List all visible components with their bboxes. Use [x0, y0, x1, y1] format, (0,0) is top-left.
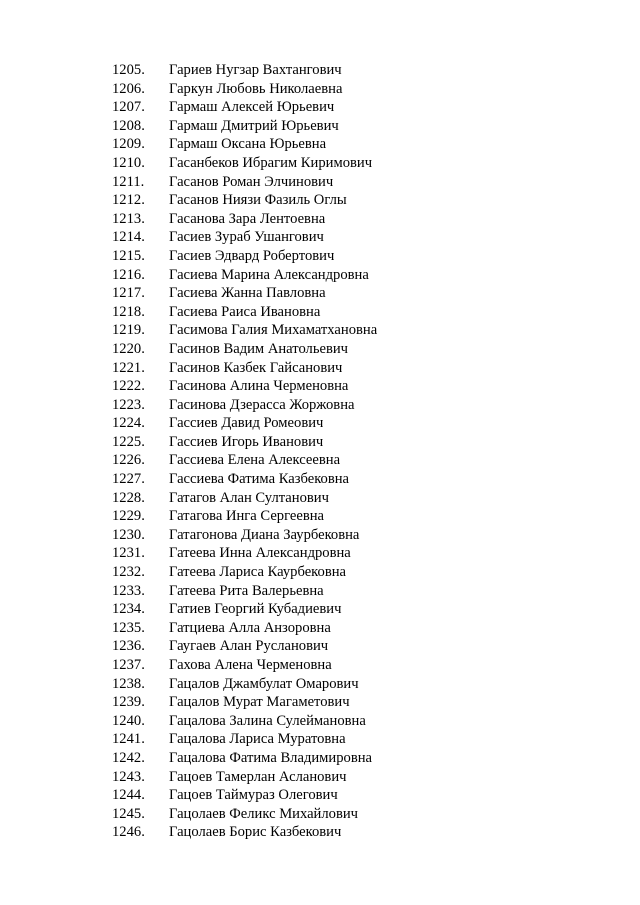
- entry-number: 1216.: [112, 266, 145, 283]
- list-item: [112, 321, 377, 340]
- entry-number: 1241.: [112, 731, 145, 748]
- list-item: [112, 61, 377, 80]
- list-item: [112, 730, 377, 749]
- list-item: [112, 210, 377, 229]
- entry-number: 1229.: [112, 508, 145, 525]
- entry-name: Гассиев Игорь Иванович: [169, 433, 324, 450]
- entry-number: 1207.: [112, 99, 145, 116]
- list-item: [112, 693, 377, 712]
- list-item: [112, 656, 377, 675]
- entry-number: 1208.: [112, 117, 145, 134]
- entry-number: 1226.: [112, 452, 145, 469]
- entry-name: Гасанбеков Ибрагим Киримович: [169, 154, 373, 171]
- entry-number: 1215.: [112, 247, 145, 264]
- entry-number: 1221.: [112, 359, 145, 376]
- list-item: [112, 117, 377, 136]
- list-item: [112, 377, 377, 396]
- list-item: [112, 396, 377, 415]
- entry-name: Гацоев Таймураз Олегович: [169, 787, 338, 804]
- entry-name: Гатеева Лариса Каурбековна: [169, 564, 346, 581]
- list-item: [112, 823, 377, 842]
- entry-name: Гаркун Любовь Николаевна: [169, 80, 343, 97]
- entry-number: 1220.: [112, 340, 145, 357]
- entry-name: Гасимова Галия Михаматхановна: [169, 322, 378, 339]
- entry-number: 1239.: [112, 694, 145, 711]
- entry-name: Гармаш Алексей Юрьевич: [169, 99, 335, 116]
- list-item: [112, 507, 377, 526]
- entry-number: 1217.: [112, 285, 145, 302]
- entry-number: 1218.: [112, 303, 145, 320]
- list-item: [112, 637, 377, 656]
- list-item: [112, 247, 377, 266]
- entry-name: Гатагова Инга Сергеевна: [169, 508, 325, 525]
- list-item: [112, 712, 377, 731]
- list-item: [112, 544, 377, 563]
- entry-name: Гацолаев Борис Казбекович: [169, 824, 342, 841]
- entry-number: 1230.: [112, 526, 145, 543]
- list-item: [112, 228, 377, 247]
- list-item: [112, 340, 377, 359]
- entry-name: Гармаш Дмитрий Юрьевич: [169, 117, 339, 134]
- entry-number: 1233.: [112, 582, 145, 599]
- entry-name: Гасиева Марина Александровна: [169, 266, 369, 283]
- entry-name: Гацалова Фатима Владимировна: [169, 749, 372, 766]
- entry-name: Гассиев Давид Ромеович: [169, 415, 324, 432]
- entry-number: 1228.: [112, 489, 145, 506]
- entry-name: Гацолаев Феликс Михайлович: [169, 805, 358, 822]
- list-item: [112, 414, 377, 433]
- list-item: [112, 451, 377, 470]
- entry-number: 1210.: [112, 154, 145, 171]
- entry-number: 1224.: [112, 415, 145, 432]
- entry-name: Гасанов Ниязи Фазиль Оглы: [169, 192, 347, 209]
- entry-number: 1235.: [112, 619, 145, 636]
- entry-name: Гацалова Лариса Муратовна: [169, 731, 346, 748]
- entry-name: Гасиева Жанна Павловна: [169, 285, 326, 302]
- entry-number: 1212.: [112, 192, 145, 209]
- list-item: [112, 154, 377, 173]
- list-item: [112, 768, 377, 787]
- list-item: [112, 359, 377, 378]
- entry-number: 1227.: [112, 471, 145, 488]
- entry-number: 1242.: [112, 749, 145, 766]
- entry-name: Гариев Нугзар Вахтангович: [169, 62, 342, 78]
- entry-name: Гатеева Рита Валерьевна: [169, 582, 324, 599]
- entry-number: 1225.: [112, 433, 145, 450]
- entry-number: 1214.: [112, 229, 145, 246]
- list-item: [112, 805, 377, 824]
- entry-name: Гасинов Вадим Анатольевич: [169, 340, 349, 357]
- entry-number: 1231.: [112, 545, 145, 562]
- entry-name: Гацалов Мурат Магаметович: [169, 694, 350, 711]
- entry-number: 1244.: [112, 787, 145, 804]
- entry-number: 1211.: [112, 173, 145, 190]
- entry-name: Гасанова Зара Лентоевна: [169, 210, 326, 227]
- entry-number: 1206.: [112, 80, 145, 97]
- entry-number: 1236.: [112, 638, 145, 655]
- list-item: [112, 582, 377, 601]
- entry-number: 1246.: [112, 824, 145, 841]
- entry-name: Гасинова Дзерасса Жоржовна: [169, 396, 355, 413]
- list-item: [112, 489, 377, 508]
- entry-name: Гармаш Оксана Юрьевна: [169, 136, 327, 153]
- list-item: [112, 600, 377, 619]
- entry-name: Гасиева Раиса Ивановна: [169, 303, 321, 320]
- list-item: [112, 266, 377, 285]
- entry-number: 1232.: [112, 564, 145, 581]
- list-item: [112, 98, 377, 117]
- entry-number: 1209.: [112, 136, 145, 153]
- list-item: [112, 749, 377, 768]
- entry-number: 1234.: [112, 601, 145, 618]
- entry-number: 1223.: [112, 396, 145, 413]
- list-item: [112, 563, 377, 582]
- entry-name: Гасанов Роман Элчинович: [169, 173, 334, 190]
- entry-name: Гассиева Фатима Казбековна: [169, 471, 350, 488]
- entry-name: Гатагов Алан Султанович: [169, 489, 329, 506]
- entry-number: 1213.: [112, 210, 145, 227]
- entry-name: Гатиев Георгий Кубадиевич: [169, 601, 342, 618]
- entry-number: 1222.: [112, 378, 145, 395]
- list-item: [112, 526, 377, 545]
- entry-number: 1219.: [112, 322, 145, 339]
- entry-number: 1238.: [112, 675, 145, 692]
- list-item: [112, 191, 377, 210]
- list-item: [112, 303, 377, 322]
- entry-name: Гасиев Зураб Ушангович: [169, 229, 324, 246]
- entry-name: Гассиева Елена Алексеевна: [169, 452, 341, 469]
- entry-name: Гатеева Инна Александровна: [169, 545, 351, 562]
- entry-name: Гасиев Эдвард Робертович: [169, 247, 335, 264]
- entry-number: 1240.: [112, 712, 145, 729]
- entry-name: Гатагонова Диана Заурбековна: [169, 526, 360, 543]
- list-item: [112, 470, 377, 489]
- entry-name: Гацалов Джамбулат Омарович: [169, 675, 359, 692]
- list-item: [112, 135, 377, 154]
- list-item: [112, 619, 377, 638]
- entry-name: Гацоев Тамерлан Асланович: [169, 768, 347, 785]
- entry-number: 1237.: [112, 657, 145, 673]
- entry-name: Гасинова Алина Черменовна: [169, 378, 349, 395]
- entry-name: Гахова Алена Черменовна: [169, 657, 332, 673]
- entry-name: Гацалова Залина Сулеймановна: [169, 712, 366, 729]
- list-item: [112, 786, 377, 805]
- list-item: [112, 284, 377, 303]
- entry-name: Гатциева Алла Анзоровна: [169, 619, 331, 636]
- entry-name: Гаугаев Алан Русланович: [169, 638, 329, 655]
- entry-number: 1243.: [112, 768, 145, 785]
- entry-number: 1245.: [112, 805, 145, 822]
- list-item: [112, 675, 377, 694]
- list-item: [112, 173, 377, 192]
- list-item: [112, 80, 377, 99]
- entry-number: 1205.: [112, 62, 145, 78]
- list-item: [112, 433, 377, 452]
- entry-name: Гасинов Казбек Гайсанович: [169, 359, 343, 376]
- name-list: [112, 61, 377, 842]
